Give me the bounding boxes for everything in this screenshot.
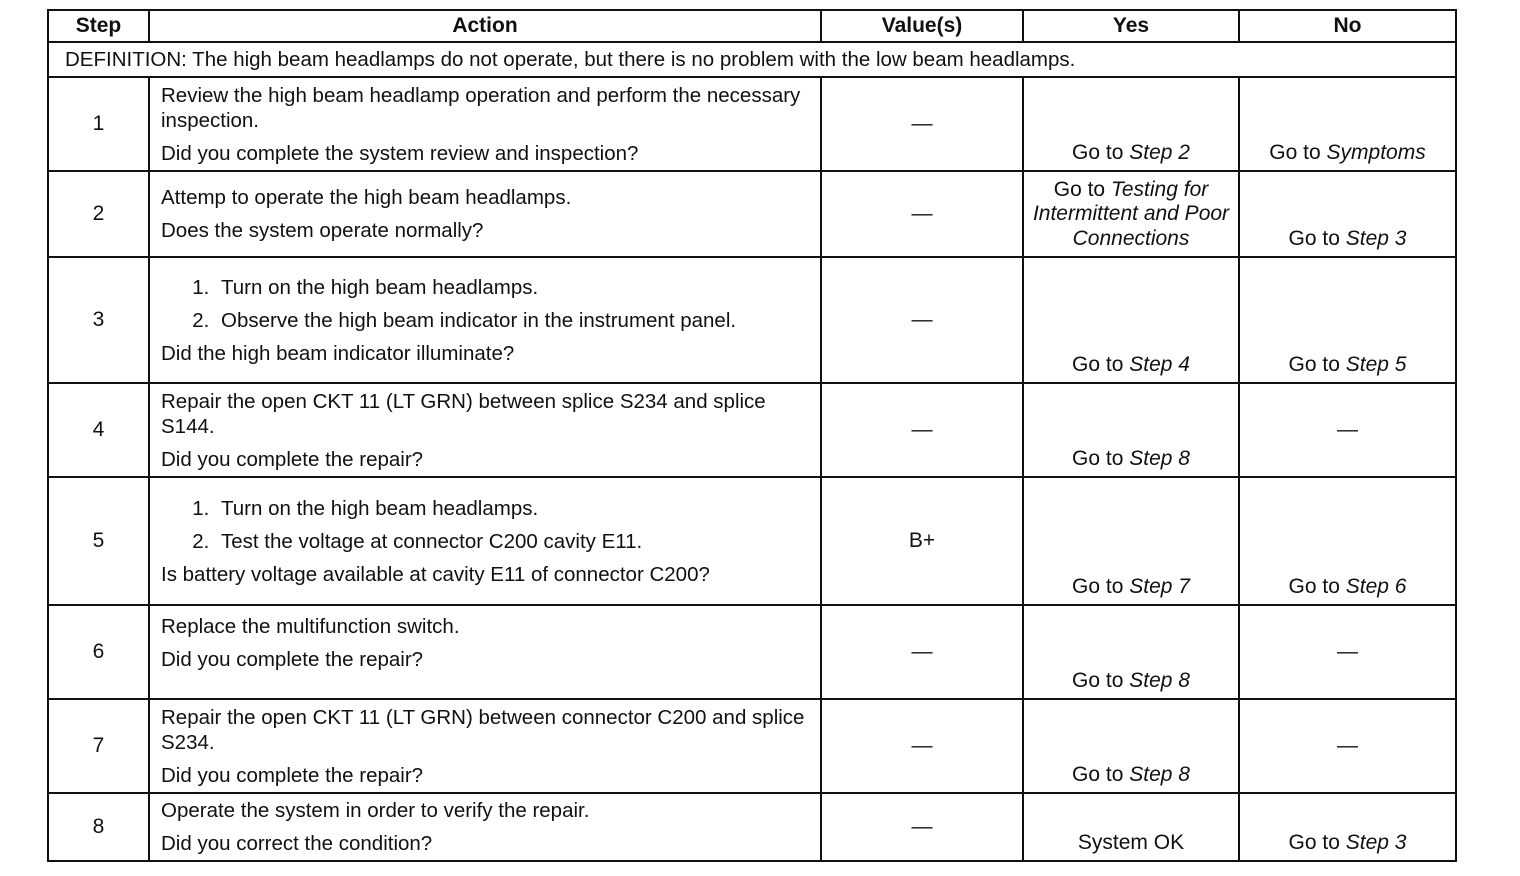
go-to-label: Go to	[1288, 227, 1340, 251]
no-cell	[1239, 77, 1456, 171]
go-to-label: Go to	[1072, 141, 1124, 165]
step-number: 7	[48, 699, 149, 793]
action-list-item: 2. Observe the high beam indicator in the instrument panel.	[215, 308, 810, 333]
action-cell	[149, 77, 821, 171]
definition-text: DEFINITION: The high beam headlamps do not operate, but there is no problem with the low beam headlamps.	[48, 42, 1456, 77]
value-text: —	[911, 640, 933, 663]
no-cell	[1239, 699, 1456, 793]
action-cell	[149, 171, 821, 257]
yes-cell	[1023, 605, 1239, 699]
action-steps-list	[161, 275, 810, 333]
action-cell	[149, 605, 821, 699]
value-cell	[821, 605, 1023, 699]
table-row	[48, 793, 1456, 861]
action-question: Does the system operate normally?	[161, 219, 484, 242]
yes-target: Testing for Intermittent and Poor Connections	[1032, 177, 1230, 251]
action-list-item: 2. Test the voltage at connector C200 cavity E11.	[215, 529, 810, 554]
go-to-label: Go to	[1072, 447, 1124, 471]
action-question: Did you complete the system review and inspection?	[161, 141, 639, 165]
yes-target: Step 7	[1129, 575, 1190, 599]
value-text: —	[911, 418, 933, 441]
action-question: Did you complete the repair?	[161, 763, 424, 787]
no-value: —	[1337, 734, 1358, 757]
step-number: 6	[48, 605, 149, 699]
go-to-label: Go to	[1288, 831, 1340, 855]
no-cell	[1239, 257, 1456, 383]
value-cell	[821, 257, 1023, 383]
action-cell	[149, 699, 821, 793]
action-steps-list	[161, 496, 810, 554]
action-cell	[149, 477, 821, 605]
yes-target: Step 8	[1129, 763, 1190, 787]
step-number: 8	[48, 793, 149, 861]
table-row	[48, 257, 1456, 383]
header-yes: Yes	[1023, 10, 1239, 42]
value-cell	[821, 77, 1023, 171]
header-step: Step	[48, 10, 149, 42]
header-no: No	[1239, 10, 1456, 42]
yes-value: System OK	[1077, 831, 1185, 855]
yes-target: Step 4	[1129, 353, 1190, 377]
value-cell	[821, 383, 1023, 477]
action-question: Did you correct the condition?	[161, 832, 433, 855]
go-to-label: Go to	[1072, 353, 1124, 377]
action-text: Operate the system in order to verify the repair.	[161, 799, 590, 822]
value-text: —	[911, 202, 933, 225]
no-cell	[1239, 171, 1456, 257]
value-text: —	[911, 112, 933, 135]
no-target: Step 6	[1345, 575, 1407, 599]
yes-cell	[1023, 699, 1239, 793]
action-text: Replace the multifunction switch.	[161, 615, 460, 638]
go-to-label: Go to	[1072, 763, 1124, 787]
yes-cell	[1023, 793, 1239, 861]
action-question: Is battery voltage available at cavity E11 of connector C200?	[161, 562, 710, 586]
yes-cell	[1023, 171, 1239, 257]
yes-target: Step 8	[1129, 669, 1190, 693]
go-to-label: Go to	[1288, 575, 1340, 599]
no-value: —	[1337, 418, 1358, 441]
action-text: Review the high beam headlamp operation and perform the necessary inspection.	[161, 83, 801, 132]
value-cell	[821, 171, 1023, 257]
value-cell	[821, 793, 1023, 861]
table-row	[48, 383, 1456, 477]
header-values: Value(s)	[821, 10, 1023, 42]
table-row	[48, 171, 1456, 257]
go-to-label: Go to	[1053, 177, 1106, 201]
action-list-item: 1. Turn on the high beam headlamps.	[215, 496, 810, 521]
no-target: Symptoms	[1326, 141, 1426, 165]
yes-target: Step 8	[1129, 447, 1190, 471]
yes-cell	[1023, 77, 1239, 171]
table-row	[48, 477, 1456, 605]
action-cell	[149, 383, 821, 477]
step-number: 5	[48, 477, 149, 605]
yes-target: Step 2	[1129, 141, 1190, 165]
no-cell	[1239, 605, 1456, 699]
action-question: Did you complete the repair?	[161, 648, 424, 671]
yes-cell	[1023, 257, 1239, 383]
table-row	[48, 605, 1456, 699]
action-text: Repair the open CKT 11 (LT GRN) between splice S234 and splice S144.	[161, 389, 766, 438]
action-cell	[149, 793, 821, 861]
no-cell	[1239, 793, 1456, 861]
value-text: —	[911, 734, 933, 757]
diagnostic-table	[47, 9, 1457, 862]
value-text: B+	[908, 529, 936, 552]
go-to-label: Go to	[1288, 353, 1340, 377]
step-number: 3	[48, 257, 149, 383]
value-text: —	[911, 308, 933, 331]
header-action: Action	[149, 10, 821, 42]
table-row	[48, 699, 1456, 793]
value-text: —	[911, 815, 933, 838]
no-target: Step 5	[1345, 353, 1407, 377]
action-question: Did you complete the repair?	[161, 447, 424, 471]
no-cell	[1239, 383, 1456, 477]
go-to-label: Go to	[1072, 669, 1124, 693]
step-number: 2	[48, 171, 149, 257]
action-text: Attemp to operate the high beam headlamps.	[161, 186, 572, 209]
no-value: —	[1337, 640, 1358, 663]
no-target: Step 3	[1345, 227, 1407, 251]
no-target: Step 3	[1345, 831, 1407, 855]
go-to-label: Go to	[1072, 575, 1124, 599]
action-list-item: 1. Turn on the high beam headlamps.	[215, 275, 810, 300]
value-cell	[821, 477, 1023, 605]
table-row	[48, 77, 1456, 171]
header-row	[48, 10, 1456, 42]
no-cell	[1239, 477, 1456, 605]
yes-cell	[1023, 477, 1239, 605]
definition-row	[48, 42, 1456, 77]
value-cell	[821, 699, 1023, 793]
diagnostic-table-wrapper	[47, 9, 1455, 862]
go-to-label: Go to	[1269, 141, 1321, 165]
step-number: 4	[48, 383, 149, 477]
action-question: Did the high beam indicator illuminate?	[161, 341, 515, 365]
yes-cell	[1023, 383, 1239, 477]
step-number: 1	[48, 77, 149, 171]
action-text: Repair the open CKT 11 (LT GRN) between connector C200 and splice S234.	[161, 705, 805, 754]
action-cell	[149, 257, 821, 383]
